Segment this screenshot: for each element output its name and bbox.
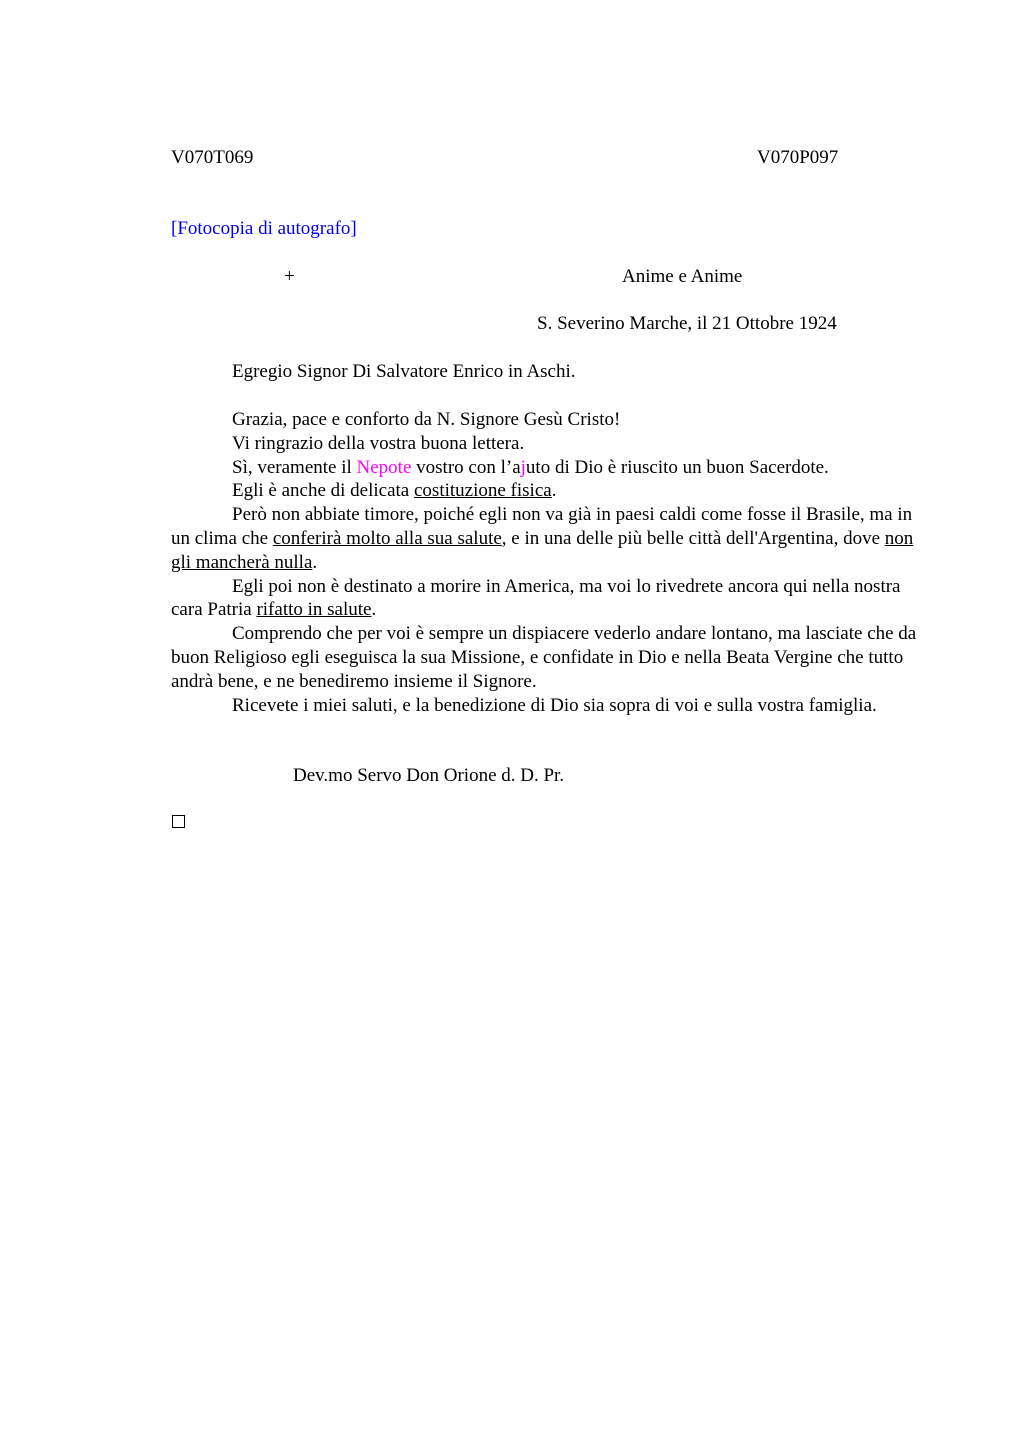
underlined-phrase: conferirà molto alla sua salute (272, 527, 502, 549)
paragraph-mission: Comprendo che per voi è sempre un dispiacere vederlo andare lontano, ma lasciate che da buon Religioso egli eseguisca la sua Missione, e confidate in Dio e nella Beata Vergine che tutto andrà bene, e ne benediremo insieme il Signore. (171, 623, 917, 692)
highlight-nepote: Nepote (356, 456, 412, 478)
paragraph-nephew: Sì, veramente il Nepote vostro con l’ajuto di Dio è riuscito un buon Sacerdote. (232, 456, 829, 478)
motto: Anime e Anime (622, 266, 743, 287)
paragraph-thanks: Vi ringrazio della vostra buona lettera. (232, 432, 525, 454)
place-date: S. Severino Marche, il 21 Ottobre 1924 (537, 313, 837, 334)
document-code-right: V070P097 (757, 147, 839, 168)
paragraph-constitution: Egli è anche di delicata costituzione fisica. (232, 480, 557, 502)
document-code-left: V070T069 (171, 147, 254, 168)
photocopy-note: [Fotocopia di autografo] (171, 218, 357, 239)
highlight-letter-j: j (520, 456, 526, 478)
letter-body (171, 408, 931, 717)
underlined-phrase: non gli mancherà nulla (171, 527, 914, 573)
paragraph-greeting: Grazia, pace e conforto da N. Signore Gesù Cristo! (232, 409, 621, 430)
paragraph-return: Egli poi non è destinato a morire in America, ma voi lo rivedrete ancora qui nella nostra cara Patria rifatto in salute. (171, 575, 901, 621)
signature: Dev.mo Servo Don Orione d. D. Pr. (293, 765, 565, 786)
underlined-phrase: rifatto in salute (256, 599, 372, 621)
cross-symbol: + (284, 266, 295, 287)
salutation: Egregio Signor Di Salvatore Enrico in Aschi. (232, 361, 576, 382)
empty-square-icon (172, 815, 185, 828)
paragraph-blessing: Ricevete i miei saluti, e la benedizione di Dio sia sopra di voi e sulla vostra famiglia. (232, 694, 877, 716)
paragraph-climate: Però non abbiate timore, poiché egli non va già in paesi caldi come fosse il Brasile, ma in un clima che conferirà molto alla sua salute, e in una delle più belle città dell'Argentina, dove non gli mancherà nulla. (171, 504, 914, 573)
underlined-phrase: costituzione fisica (414, 480, 552, 502)
